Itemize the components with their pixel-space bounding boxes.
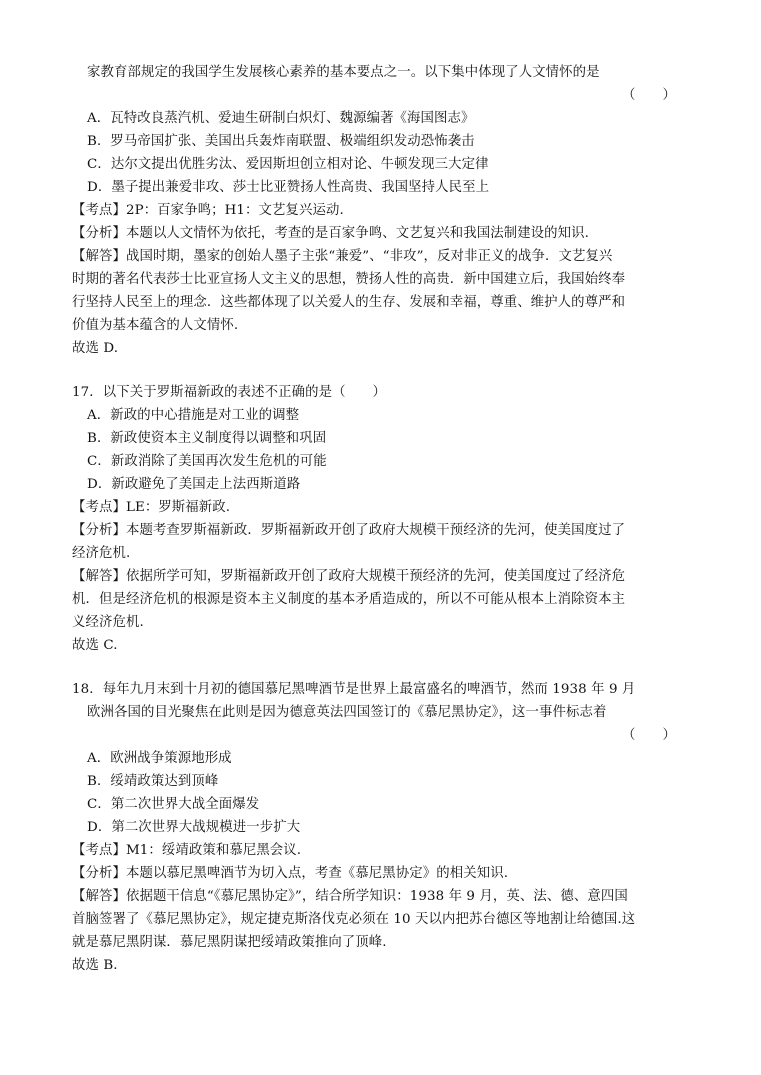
q17-fenxi-line-1: 【分析】本题考查罗斯福新政．罗斯福新政开创了政府大规模干预经济的先河，使美国度过了 <box>72 523 626 538</box>
q16-option-b: B．罗马帝国扩张、美国出兵轰炸南联盟、极端组织发动恐怖袭击 <box>87 134 475 149</box>
q18-fenxi: 【分析】本题以慕尼黑啤酒节为切入点，考查《慕尼黑协定》的相关知识. <box>72 866 509 881</box>
q17-answer: 故选 C. <box>72 638 118 653</box>
q18-stem-line-1: 18．每年九月末到十月初的德国慕尼黑啤酒节是世界上最富盛名的啤酒节，然而 1938 年 9 月 <box>72 682 636 697</box>
q18-option-a: A．欧洲战争策源地形成 <box>87 751 232 766</box>
q17-jieda-line-1: 【解答】依据所学可知，罗斯福新政开创了政府大规模干预经济的先河，使美国度过了经济危 <box>72 569 626 584</box>
q17-kaodian: 【考点】LE：罗斯福新政. <box>72 500 231 515</box>
q17-jieda-line-2: 机．但是经济危机的根源是资本主义制度的基本矛盾造成的，所以不可能从根本上消除资本主 <box>72 592 626 607</box>
q18-jieda-line-2: 首脑签署了《慕尼黑协定》，规定捷克斯洛伐克必须在 10 天以内把苏台德区等地割让给德国.这 <box>72 912 636 927</box>
q16-option-c: C．达尔文提出优胜劣汰、爱因斯坦创立相对论、牛顿发现三大定律 <box>87 157 489 172</box>
q18-answer: 故选 B. <box>72 958 118 973</box>
q16-option-d: D．墨子提出兼爱非攻、莎士比亚赞扬人性高贵、我国坚持人民至上 <box>87 180 490 195</box>
q17-stem: 17．以下关于罗斯福新政的表述不正确的是（ ） <box>72 385 387 400</box>
q18-jieda-line-1: 【解答】依据题干信息“《慕尼黑协定》”，结合所学知识：1938 年 9 月，英、法、德、意四国 <box>72 889 628 904</box>
q18-stem-line-2: 欧洲各国的目光聚焦在此则是因为德意英法四国签订的《慕尼黑协定》，这一事件标志着 <box>87 705 607 720</box>
q18-jieda-line-3: 就是慕尼黑阴谋．慕尼黑阴谋把绥靖政策推向了顶峰. <box>72 935 387 950</box>
q16-answer-paren: （ ） <box>622 88 676 103</box>
q16-fenxi: 【分析】本题以人文情怀为依托，考查的是百家争鸣、文艺复兴和我国法制建设的知识. <box>72 226 589 241</box>
q17-option-a: A．新政的中心措施是对工业的调整 <box>87 408 300 423</box>
q17-option-b: B．新政使资本主义制度得以调整和巩固 <box>87 431 327 446</box>
q18-option-d: D．第二次世界大战规模进一步扩大 <box>87 820 301 835</box>
q16-answer: 故选 D. <box>72 341 119 356</box>
q16-jieda-line-1: 【解答】战国时期，墨家的创始人墨子主张“兼爱”、“非攻”，反对非正义的战争．文艺复兴 <box>72 249 613 264</box>
q17-option-d: D．新政避免了美国走上法西斯道路 <box>87 477 301 492</box>
q18-answer-paren: （ ） <box>622 728 676 743</box>
q17-jieda-line-3: 义经济危机. <box>72 615 144 630</box>
q16-kaodian: 【考点】2P：百家争鸣；H1：文艺复兴运动. <box>72 203 344 218</box>
q16-jieda-line-3: 行坚持人民至上的理念．这些都体现了以关爱人的生存、发展和幸福，尊重、维护人的尊严和 <box>72 295 626 310</box>
q16-jieda-line-4: 价值为基本蕴含的人文情怀. <box>72 318 239 333</box>
q16-stem: 家教育部规定的我国学生发展核心素养的基本要点之一。以下集中体现了人文情怀的是 <box>87 65 600 80</box>
q18-option-b: B．绥靖政策达到顶峰 <box>87 774 219 789</box>
q17-fenxi-line-2: 经济危机. <box>72 546 131 561</box>
q17-option-c: C．新政消除了美国再次发生危机的可能 <box>87 454 327 469</box>
q18-option-c: C．第二次世界大战全面爆发 <box>87 797 260 812</box>
q18-kaodian: 【考点】M1：绥靖政策和慕尼黑会议. <box>72 843 302 858</box>
q16-option-a: A．瓦特改良蒸汽机、爱迪生研制白炽灯、魏源编著《海国图志》 <box>87 111 475 126</box>
q16-jieda-line-2: 时期的著名代表莎士比亚宣扬人文主义的思想，赞扬人性的高贵．新中国建立后，我国始终奉 <box>72 272 626 287</box>
